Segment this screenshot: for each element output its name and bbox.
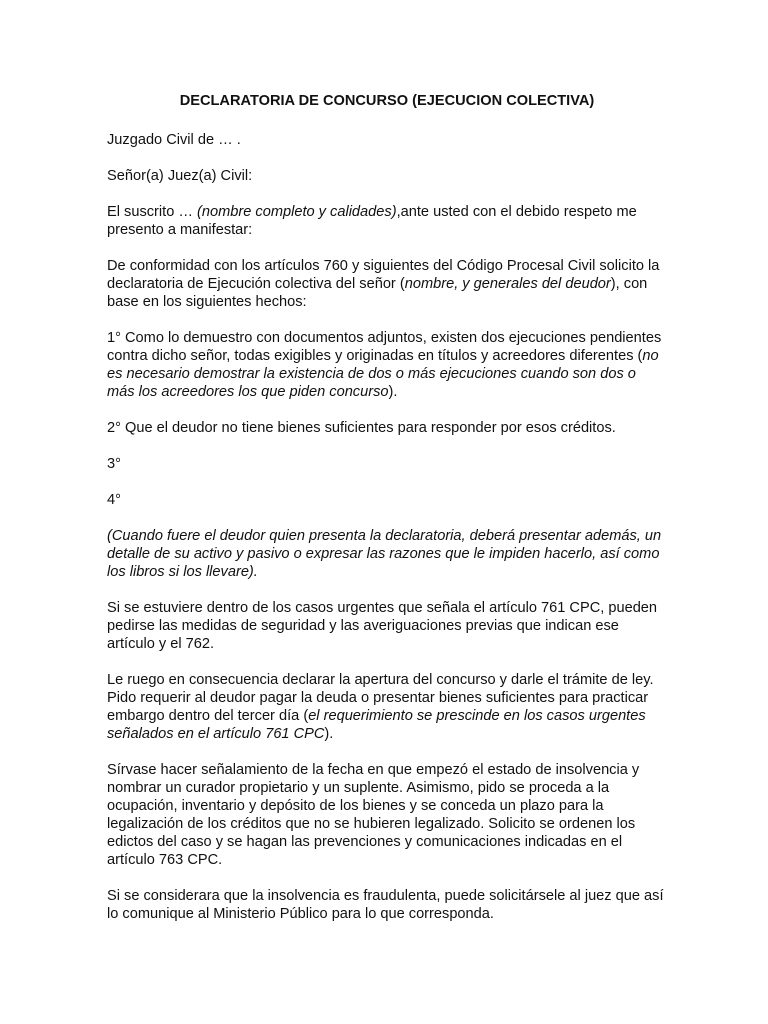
paragraph-insolvency-date: Sírvase hacer señalamiento de la fecha en que empezó el estado de insolvencia y nombrar un curador propietario y un suplente. Asimismo, pido se proceda a la ocupación, inventario y depósito de los bienes y se conceda un plazo para la legalización de los créditos que no se hubieren legalizado. Solicito se ordenen los edictos del caso y se hagan las prevenciones y comunicaciones indicadas en el artículo 763 CPC. [107,762,640,868]
paragraph-fact-1 [107,329,667,401]
text-segment: ,ante usted con el debido respeto me presento a manifestar: [107,204,637,238]
text-segment: El suscrito … [107,204,198,220]
paragraph-urgent-cases: Si se estuviere dentro de los casos urgentes que señala el artículo 761 CPC, pueden pedirse las medidas de seguridad y las averiguaciones previas que indican ese artículo y el 762. [107,600,658,652]
text-segment: De conformidad con los artículos 760 y siguientes del Código Procesal Civil solicito la declaratoria de Ejecución colectiva del señor ( [107,258,660,292]
document-page [107,92,667,941]
italic-note: el requerimiento se prescinde en los casos urgentes señalados en el artículo 761 CPC [107,708,646,742]
paragraph-fact-3: 3° [107,456,121,472]
court-line: Juzgado Civil de … . [107,132,241,148]
italic-note: nombre, y generales del deudor [404,276,611,292]
text-segment: ). [324,726,334,742]
italic-note: no es necesario demostrar la existencia de dos o más ejecuciones cuando son dos o más los acreedores los que piden concurso [107,348,659,400]
paragraph-fact-4: 4° [107,492,121,508]
text-segment: Le ruego en consecuencia declarar la apertura del concurso y darle el trámite de ley. Pido requerir al deudor pagar la deuda o presentar bienes suficientes para practicar embargo dentro del tercer día ( [107,672,654,724]
italic-note: (Cuando fuere el deudor quien presenta la declaratoria, deberá presentar además, un detalle de su activo y pasivo o expresar las razones que le impiden hacerlo, así como los libros si los llevare). [107,528,662,580]
paragraph-petition [107,671,667,743]
paragraph-request [107,257,667,311]
paragraph-petitioner [107,203,667,239]
paragraph-fraud: Si se considerara que la insolvencia es fraudulenta, puede solicitársele al juez que así lo comunique al Ministerio Público para lo que corresponda. [107,888,664,922]
text-segment: ), con base en los siguientes hechos: [107,276,648,310]
salutation: Señor(a) Juez(a) Civil: [107,168,253,184]
document-title: DECLARATORIA DE CONCURSO (EJECUCION COLECTIVA) [179,93,595,109]
italic-note: (nombre completo y calidades) [197,204,397,220]
paragraph-fact-2: 2° Que el deudor no tiene bienes suficientes para responder por esos créditos. [107,420,616,436]
text-segment: ). [388,384,398,400]
paragraph-debtor-note [107,527,667,581]
text-segment: 1° Como lo demuestro con documentos adjuntos, existen dos ejecuciones pendientes contra dicho señor, todas exigibles y originadas en títulos y acreedores diferentes ( [107,330,662,364]
